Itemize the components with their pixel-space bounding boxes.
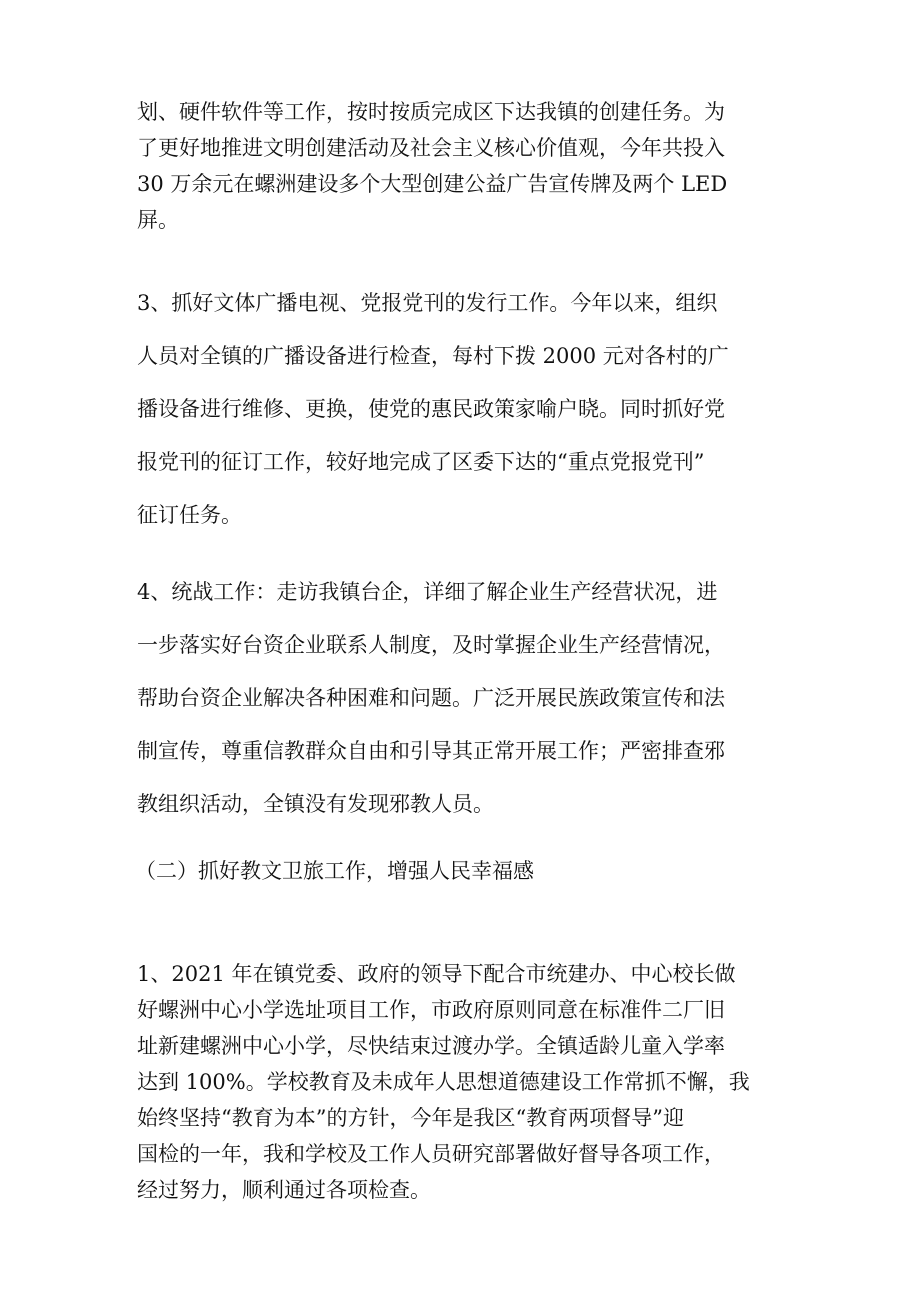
- text-line: 经过努力，顺利通过各项检查。: [137, 1178, 431, 1202]
- text-line: 址新建螺洲中心小学，尽快结束过渡办学。全镇适龄儿童入学率: [137, 1034, 725, 1058]
- text-line: 教组织活动，全镇没有发现邪教人员。: [137, 792, 494, 816]
- text-line: 了更好地推进文明创建活动及社会主义核心价值观，今年共投入: [137, 136, 725, 160]
- paragraph-education: [137, 956, 787, 1208]
- text-line: 人员对全镇的广播设备进行检查，每村下拨 2000 元对各村的广: [137, 344, 729, 368]
- text-line: 制宣传，尊重信教群众自由和引导其正常开展工作；严密排查邪: [137, 739, 725, 763]
- text-line: 好螺洲中心小学选址项目工作，市政府原则同意在标准件二厂旧: [137, 998, 725, 1022]
- text-line: 一步落实好台资企业联系人制度，及时掌握企业生产经营情况，: [137, 633, 725, 657]
- text-line: 帮助台资企业解决各种困难和问题。广泛开展民族政策宣传和法: [137, 686, 725, 710]
- text-line: 始终坚持“教育为本”的方针，今年是我区“教育两项督导”迎: [137, 1106, 684, 1130]
- paragraph-broadcast-press: [137, 277, 787, 542]
- text-line: 4、统战工作：走访我镇台企，详细了解企业生产经营状况，进: [137, 580, 718, 604]
- section-heading: [135, 853, 785, 889]
- text-line: 屏。: [137, 208, 179, 232]
- text-line: 30 万余元在螺洲建设多个大型创建公益广告宣传牌及两个 LED: [137, 172, 728, 196]
- text-line: 达到 100%。学校教育及未成年人思想道德建设工作常抓不懈，我: [137, 1070, 750, 1094]
- text-line: 3、抓好文体广播电视、党报党刊的发行工作。今年以来，组织: [137, 291, 718, 315]
- text-line: 1、2021 年在镇党委、政府的领导下配合市统建办、中心校长做: [137, 962, 736, 986]
- text-line: 报党刊的征订工作，较好地完成了区委下达的“重点党报党刊”: [137, 450, 705, 474]
- text-line: 划、硬件软件等工作，按时按质完成区下达我镇的创建任务。为: [137, 100, 725, 124]
- text-line: 播设备进行维修、更换，使党的惠民政策家喻户晓。同时抓好党: [137, 397, 725, 421]
- section-heading-text: （二）抓好教文卫旅工作，增强人民幸福感: [135, 859, 534, 883]
- text-line: 国检的一年，我和学校及工作人员研究部署做好督导各项工作，: [137, 1142, 725, 1166]
- text-line: 征订任务。: [137, 503, 242, 527]
- paragraph-united-front: [137, 566, 787, 831]
- paragraph-creation-tasks: [137, 94, 787, 238]
